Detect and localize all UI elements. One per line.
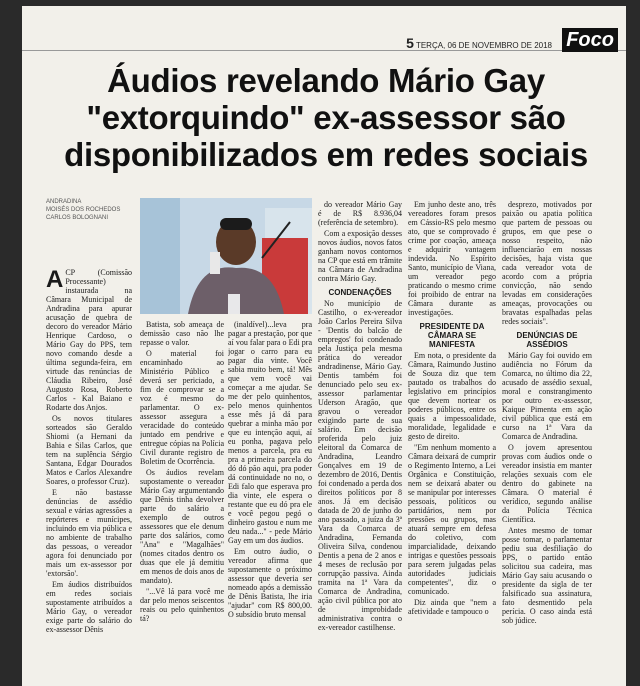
page-day: TERÇA, bbox=[415, 41, 446, 50]
photo-illustration bbox=[140, 198, 312, 314]
paragraph: ACP (Comissão Processante) instaurada na Câmara Municipal de Andradina para apurar acusação de quebra de decoro do vereador Mário Henrique Cardoso, o Mário Gay do PPS, tem novo comando desde a última segunda-feira, em virtude das renúncias de Cláudia Ribeiro, José Augusto Rosa, Roberto Carlos - Kal Baiano e Rodarte dos Anjos. bbox=[46, 268, 132, 412]
paragraph: Batista, sob ameaça de demissão caso não lhe repasse o valor. bbox=[140, 320, 224, 347]
drop-cap: A bbox=[46, 268, 64, 293]
article-column-2 bbox=[140, 320, 224, 686]
article-column-1 bbox=[46, 268, 132, 686]
paragraph: (inaldível)...leva pra pagar a prestação, por que aí vou falar para o Edi pra jogar o carro para eu pagar dia vinte. Você sabia muito bem, tá! Mês que vem você vai começar a me ajudar. Se me der pelo quinhentos, pelo menos quinhentos esse mês já dá para quebrar a minha mão por que eu intenção aqui, aí eu ponha, pagava pelo menos a parcela, pra eu pra a primeira parcela do dó dó pão aqui, pra poder dá continuidade no no, o Edi falo que esperava pro dia vinte, ele espera o restante que eu dó pra ele e você pegou pegó o dinheiro gastou e num me deu nada..." - pede Mário Gay em um dos áudios. bbox=[228, 320, 312, 545]
paragraph: O material foi encaminhado ao Ministério Público e deverá ser periciado, a fim de comprovar se a voz é mesmo do parlamentar. O ex-assessor assegura a veracidade do conteúdo juntado em pendrive e entregue cópias na Polícia Civil durante registro de Boletim de Ocorrência. bbox=[140, 349, 224, 466]
page-meta bbox=[406, 35, 552, 51]
paragraph: No município de Castilho, o ex-vereador João Carlos Pereira Silva - 'Dentis do balcão de empregos' foi condenado pela Justiça pela mesma prática do vereador andradinense, Mário Gay. Dentis também foi denunciado pelo seu ex-assessor parlamentar Uderson Aragão, que gravou o vereador exigindo parte de sua salário. Em decisão proferida pelo juiz eleitoral da Comarca de Andradina, Leandro Gonçalves em 19 de dezembro de 2016, Dentis foi condenado a perda dos direitos políticos por 8 anos. Já em decisão datada de 20 de junho do ano passado, a juíza da 3ª Vara da Comarca de Andradina, Fernanda Oliveira Silva, condenou Dentis a pena de 2 anos e 4 meses de reclusão por corrupção passiva. Ainda tramita na 1ª Vara da Comarca de Andradina, ação civil pública por ato de improbidade administrativa contra o ex-vereador castilhense. bbox=[318, 299, 402, 632]
byline bbox=[46, 198, 146, 222]
paragraph: O jovem apresentou provas com áudios onde o vereador insistia em manter relações sexuais com ele dentro do gabinete na Câmara. O material é verídico, segundo análise da Polícia Técnica Científica. bbox=[502, 443, 592, 524]
article-column-6 bbox=[502, 200, 592, 686]
paragraph: desprezo, motivados por paixão ou apatia política que partem de pessoas ou grupos, em que pese o nosso respeito, não influenciarão em nossas decisões, haja vista que cada vereador vota de acordo com a própria convicção, não sendo levadas em considerações ameaças, provocações ou bravatas espalhadas pelas redes sociais". bbox=[502, 200, 592, 326]
byline-city: ANDRADINA bbox=[46, 199, 82, 205]
paragraph: do vereador Mário Gay é de R$ 8.936,04 (referência de setembro). bbox=[318, 200, 402, 227]
article-column-5 bbox=[408, 200, 496, 686]
byline-author: CARLOS BOLOGNANI bbox=[46, 215, 109, 221]
paragraph: Antes mesmo de tomar posse tomar, o parlamentar pediu sua desfiliação do PPS, o partido então solicitou sua cadeira, mas Mário Gay saiu acusando o presidente da sigla de ter falsificado sua assinatura, fato desmentido pela perícia. O caso ainda está sob júdice. bbox=[502, 526, 592, 625]
newspaper-logo: Foco bbox=[562, 28, 618, 52]
page-number: 5 bbox=[406, 35, 414, 51]
section-heading: CONDENAÇÕES bbox=[328, 288, 392, 297]
paragraph: E não bastasse denúncias de assédio sexual e várias agressões a repórteres e munícipes, incluindo em via pública e no ambiente de trabalho das pessoas, o vereador agora foi denunciado por mais um ex-assessor por 'extorsão'. bbox=[46, 488, 132, 578]
article-column-4 bbox=[318, 200, 402, 686]
headline: Áudios revelando Mário Gay "extorquindo" ex-assessor são disponibilizados em redes sociais bbox=[64, 62, 588, 173]
section-heading: PRESIDENTE DA CÂMARA SE MANIFESTA bbox=[419, 322, 485, 349]
paragraph: "...Vê lá para você me dar pelo menos seiscentos reais ou pelo quinhentos tá? bbox=[140, 587, 224, 623]
paragraph: Mário Gay foi ouvido em audiência no Fórum da Comarca, no último dia 22, acusado de assédio sexual, moral e constrangimento por outro ex-assessor, Kaique Pimenta em ação civil pública que está em curso na 1ª Vara da Comarca de Andradina. bbox=[502, 351, 592, 441]
article-photo bbox=[140, 198, 312, 314]
paragraph: Em junho deste ano, três vereadores foram presos em Cássio-RS pelo mesmo ato, que se comprovado é crime por coação, ameaça e adquirir vantagem indevida. No Espírito Santo, município de Viana, um vereador pego praticando o mesmo crime foi proibido de entrar na Câmara durante as investigações. bbox=[408, 200, 496, 317]
page-date: 06 DE NOVEMBRO DE 2018 bbox=[447, 41, 552, 50]
paragraph: "Em nenhum momento a Câmara deixará de cumprir o Regimento Interno, a Lei Orgânica e Constituição, nem se deixará abater ou se manipular por interesses pessoais, políticos ou partidários, nem por pressões ou grupos, mas atuará sempre em defesa do coletivo, com imparcialidade, deixando intrigas e questões pessoais para serem julgadas pelas autoridades judiciais competentes", diz o comunicado. bbox=[408, 443, 496, 596]
paragraph: Diz ainda que "nem a afetividade e tampouco o bbox=[408, 598, 496, 616]
paragraph: Com a exposição desses novos áudios, novos fatos ganham novos contornos na CP que está em trâmite na Câmara de Andradina contra Mário Gay. bbox=[318, 229, 402, 283]
paragraph: Em nota, o presidente da Câmara, Raimundo Justino de Souza diz que tem pautado os trabalhos do legislativo em princípios que devem nortear os poderes públicos, entre os quais a impessoalidade, moralidade, legalidade e gesto de direito. bbox=[408, 351, 496, 441]
paragraph: Os áudios revelam supostamente o vereador Mário Gay argumentando que Dênis tinha devolver parte do salário a exemplo de outros assessores que ele denum parte dos salários, como "Ana" e "Magalhães" (nomes citados dentro os duas que ele já demitiu em menos de dois anos de mandato). bbox=[140, 468, 224, 585]
byline-author: MOISÉS DOS ROCHEDOS bbox=[46, 207, 121, 213]
paragraph: Os novos titulares sorteados são Geraldo Shiomi (a Hernani da Bahia e Silas Carlos, que tem na suplência Sérgio Santana, Edgar Dourados Matos e Carlos Alexandre Soares, o professor Cruz). bbox=[46, 414, 132, 486]
paragraph: Em áudios distribuídos em redes sociais supostamente atribuídos a Mário Gay, o vereador exige parte do salário do ex-assessor Dênis bbox=[46, 580, 132, 634]
paragraph: Em outro áudio, o vereador afirma que supostamente o próximo assessor que deveria ser nomeado após a demissão de Dênis Batista, lhe iria "ajudar" com R$ 800,00. O subsídio bruto mensal bbox=[228, 547, 312, 619]
section-heading: DENÚNCIAS DE ASSÉDIOS bbox=[516, 331, 578, 349]
article-column-3 bbox=[228, 320, 312, 686]
page-header bbox=[22, 6, 626, 51]
newspaper-page bbox=[22, 6, 626, 686]
